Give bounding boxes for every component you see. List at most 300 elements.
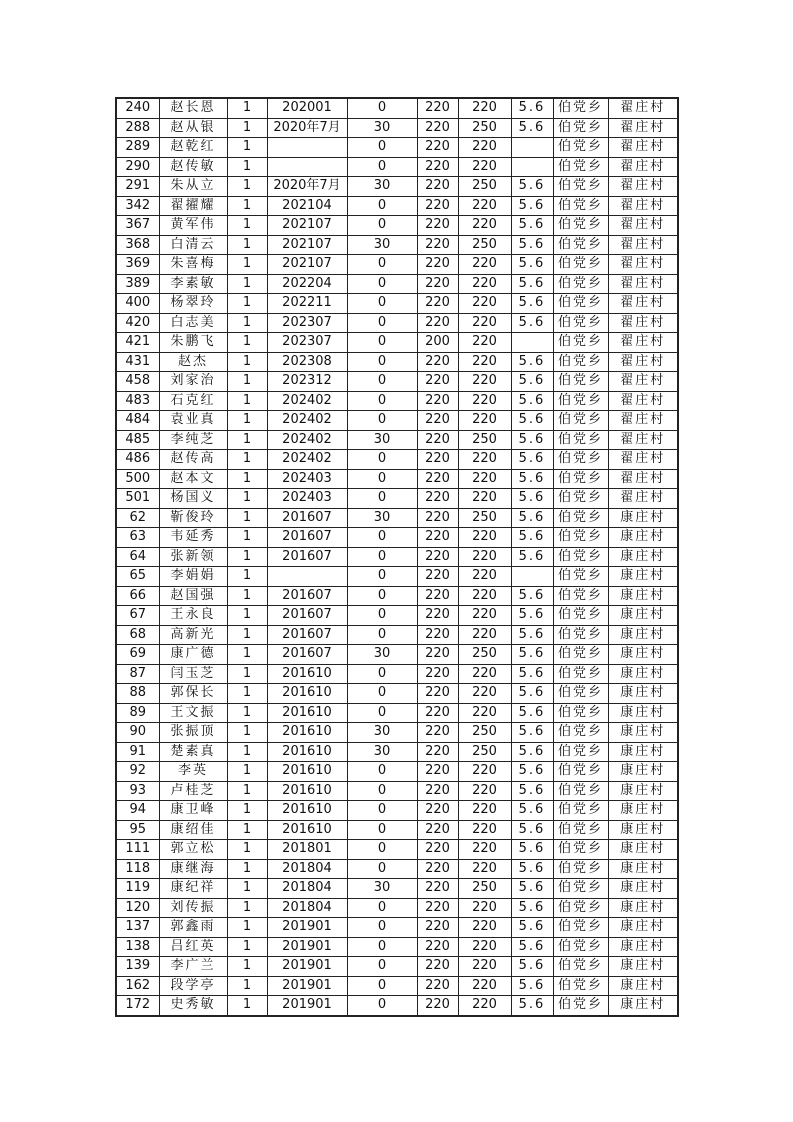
cell-total-amount: 220 [458,469,511,489]
cell-name: 赵长恩 [159,98,227,118]
cell-base-amount: 220 [417,586,458,606]
cell-count: 1 [227,996,267,1016]
cell-rate: 5.6 [511,996,553,1016]
cell-base-amount: 220 [417,645,458,665]
cell-village: 翟庄村 [608,352,678,372]
cell-extra-amount: 0 [347,586,417,606]
table-row [116,840,678,860]
cell-village: 康庄村 [608,859,678,879]
cell-name: 杨翠玲 [159,294,227,314]
cell-count: 1 [227,313,267,333]
cell-base-amount: 220 [417,898,458,918]
cell-date [267,567,347,587]
cell-town: 伯党乡 [553,98,608,118]
cell-name: 赵从银 [159,118,227,138]
cell-town: 伯党乡 [553,976,608,996]
table-row [116,177,678,197]
cell-date: 202307 [267,313,347,333]
cell-serial-number: 69 [116,645,159,665]
table-row [116,859,678,879]
cell-base-amount: 220 [417,762,458,782]
cell-date: 201607 [267,528,347,548]
cell-village: 康庄村 [608,762,678,782]
data-table [115,97,679,1017]
cell-base-amount: 220 [417,430,458,450]
cell-village: 翟庄村 [608,450,678,470]
cell-base-amount: 220 [417,684,458,704]
cell-base-amount: 220 [417,255,458,275]
cell-count: 1 [227,840,267,860]
cell-date: 202403 [267,489,347,509]
cell-name: 吕红英 [159,937,227,957]
cell-date: 202107 [267,235,347,255]
cell-town: 伯党乡 [553,762,608,782]
cell-total-amount: 220 [458,625,511,645]
cell-serial-number: 88 [116,684,159,704]
cell-serial-number: 486 [116,450,159,470]
cell-date: 202204 [267,274,347,294]
cell-count: 1 [227,157,267,177]
cell-total-amount: 220 [458,450,511,470]
cell-total-amount: 220 [458,528,511,548]
cell-count: 1 [227,937,267,957]
cell-name: 靳俊玲 [159,508,227,528]
cell-total-amount: 220 [458,859,511,879]
cell-serial-number: 66 [116,586,159,606]
cell-serial-number: 484 [116,411,159,431]
cell-village: 康庄村 [608,976,678,996]
cell-base-amount: 220 [417,918,458,938]
cell-count: 1 [227,547,267,567]
cell-extra-amount: 0 [347,567,417,587]
cell-name: 袁业真 [159,411,227,431]
table-row [116,684,678,704]
cell-date: 201901 [267,957,347,977]
table-row [116,391,678,411]
cell-name: 朱喜梅 [159,255,227,275]
table-row [116,313,678,333]
cell-rate: 5.6 [511,586,553,606]
cell-serial-number: 119 [116,879,159,899]
cell-rate: 5.6 [511,98,553,118]
cell-serial-number: 68 [116,625,159,645]
cell-date: 202107 [267,216,347,236]
cell-serial-number: 138 [116,937,159,957]
cell-serial-number: 87 [116,664,159,684]
table-row [116,138,678,158]
table-row [116,645,678,665]
cell-base-amount: 220 [417,469,458,489]
table-row [116,957,678,977]
cell-rate: 5.6 [511,957,553,977]
table-row [116,411,678,431]
cell-count: 1 [227,255,267,275]
cell-date: 202211 [267,294,347,314]
cell-count: 1 [227,801,267,821]
table-row [116,372,678,392]
cell-extra-amount: 0 [347,703,417,723]
table-row [116,430,678,450]
cell-rate: 5.6 [511,762,553,782]
cell-town: 伯党乡 [553,859,608,879]
cell-name: 朱从立 [159,177,227,197]
cell-base-amount: 220 [417,859,458,879]
cell-total-amount: 220 [458,98,511,118]
cell-base-amount: 220 [417,196,458,216]
cell-total-amount: 220 [458,918,511,938]
cell-village: 翟庄村 [608,469,678,489]
cell-extra-amount: 0 [347,372,417,392]
cell-extra-amount: 0 [347,313,417,333]
cell-date: 202402 [267,411,347,431]
cell-total-amount: 250 [458,723,511,743]
cell-total-amount: 220 [458,196,511,216]
cell-serial-number: 389 [116,274,159,294]
cell-serial-number: 485 [116,430,159,450]
cell-name: 赵本文 [159,469,227,489]
cell-count: 1 [227,664,267,684]
cell-total-amount: 220 [458,274,511,294]
cell-base-amount: 220 [417,274,458,294]
cell-base-amount: 220 [417,937,458,957]
cell-village: 翟庄村 [608,216,678,236]
cell-date: 201610 [267,664,347,684]
cell-serial-number: 290 [116,157,159,177]
table-row [116,703,678,723]
cell-rate: 5.6 [511,294,553,314]
cell-village: 康庄村 [608,937,678,957]
cell-serial-number: 500 [116,469,159,489]
cell-base-amount: 220 [417,567,458,587]
cell-village: 康庄村 [608,684,678,704]
cell-count: 1 [227,177,267,197]
cell-extra-amount: 0 [347,625,417,645]
cell-name: 赵国强 [159,586,227,606]
cell-extra-amount: 0 [347,450,417,470]
cell-base-amount: 220 [417,840,458,860]
cell-village: 康庄村 [608,645,678,665]
cell-extra-amount: 0 [347,216,417,236]
cell-count: 1 [227,216,267,236]
cell-extra-amount: 0 [347,937,417,957]
table-row [116,235,678,255]
cell-extra-amount: 0 [347,957,417,977]
cell-rate: 5.6 [511,372,553,392]
cell-count: 1 [227,820,267,840]
cell-village: 翟庄村 [608,274,678,294]
table-row [116,352,678,372]
cell-serial-number: 92 [116,762,159,782]
cell-name: 刘传振 [159,898,227,918]
table-row [116,625,678,645]
cell-rate: 5.6 [511,898,553,918]
cell-village: 翟庄村 [608,333,678,353]
cell-date: 201607 [267,547,347,567]
cell-village: 康庄村 [608,567,678,587]
cell-total-amount: 220 [458,313,511,333]
cell-name: 赵传敏 [159,157,227,177]
cell-base-amount: 220 [417,508,458,528]
cell-count: 1 [227,274,267,294]
cell-rate: 5.6 [511,840,553,860]
cell-serial-number: 111 [116,840,159,860]
cell-total-amount: 220 [458,567,511,587]
cell-rate: 5.6 [511,528,553,548]
cell-date: 202107 [267,255,347,275]
cell-date: 201804 [267,859,347,879]
cell-extra-amount: 30 [347,508,417,528]
cell-serial-number: 431 [116,352,159,372]
cell-rate: 5.6 [511,391,553,411]
cell-base-amount: 220 [417,352,458,372]
cell-base-amount: 220 [417,98,458,118]
cell-extra-amount: 0 [347,489,417,509]
cell-date: 201610 [267,703,347,723]
table-row [116,820,678,840]
cell-extra-amount: 30 [347,118,417,138]
cell-name: 李纯芝 [159,430,227,450]
cell-total-amount: 220 [458,352,511,372]
cell-total-amount: 220 [458,976,511,996]
cell-village: 翟庄村 [608,391,678,411]
cell-extra-amount: 0 [347,469,417,489]
cell-date: 201610 [267,684,347,704]
cell-village: 翟庄村 [608,98,678,118]
cell-town: 伯党乡 [553,157,608,177]
cell-total-amount: 220 [458,801,511,821]
cell-name: 韦延秀 [159,528,227,548]
cell-name: 白清云 [159,235,227,255]
cell-base-amount: 220 [417,294,458,314]
table-row [116,157,678,177]
table-row [116,586,678,606]
cell-serial-number: 120 [116,898,159,918]
cell-serial-number: 137 [116,918,159,938]
cell-town: 伯党乡 [553,450,608,470]
table-row [116,547,678,567]
cell-date: 201804 [267,898,347,918]
cell-town: 伯党乡 [553,547,608,567]
cell-name: 白志美 [159,313,227,333]
cell-name: 张新领 [159,547,227,567]
table-row [116,781,678,801]
cell-base-amount: 220 [417,723,458,743]
table-row [116,508,678,528]
cell-serial-number: 501 [116,489,159,509]
cell-serial-number: 139 [116,957,159,977]
cell-rate: 5.6 [511,801,553,821]
cell-rate: 5.6 [511,547,553,567]
cell-extra-amount: 0 [347,196,417,216]
cell-rate: 5.6 [511,489,553,509]
cell-count: 1 [227,333,267,353]
cell-village: 康庄村 [608,957,678,977]
table-row [116,196,678,216]
cell-town: 伯党乡 [553,625,608,645]
cell-name: 段学亭 [159,976,227,996]
cell-town: 伯党乡 [553,996,608,1016]
cell-base-amount: 220 [417,820,458,840]
cell-count: 1 [227,508,267,528]
cell-extra-amount: 0 [347,274,417,294]
cell-rate: 5.6 [511,703,553,723]
table-row [116,606,678,626]
cell-rate: 5.6 [511,274,553,294]
cell-rate: 5.6 [511,177,553,197]
cell-town: 伯党乡 [553,567,608,587]
cell-extra-amount: 0 [347,781,417,801]
cell-serial-number: 342 [116,196,159,216]
cell-count: 1 [227,372,267,392]
cell-rate: 5.6 [511,469,553,489]
cell-base-amount: 220 [417,781,458,801]
cell-total-amount: 220 [458,703,511,723]
cell-village: 康庄村 [608,723,678,743]
cell-town: 伯党乡 [553,840,608,860]
cell-total-amount: 220 [458,781,511,801]
cell-date: 201801 [267,840,347,860]
cell-village: 翟庄村 [608,196,678,216]
cell-village: 康庄村 [608,625,678,645]
cell-total-amount: 250 [458,118,511,138]
cell-village: 翟庄村 [608,138,678,158]
cell-extra-amount: 0 [347,352,417,372]
cell-serial-number: 400 [116,294,159,314]
cell-base-amount: 220 [417,157,458,177]
table-row [116,489,678,509]
cell-rate: 5.6 [511,937,553,957]
cell-rate [511,567,553,587]
cell-name: 李英 [159,762,227,782]
cell-village: 翟庄村 [608,294,678,314]
cell-village: 翟庄村 [608,118,678,138]
cell-name: 康纪祥 [159,879,227,899]
cell-rate: 5.6 [511,742,553,762]
cell-town: 伯党乡 [553,391,608,411]
cell-total-amount: 220 [458,489,511,509]
cell-town: 伯党乡 [553,820,608,840]
cell-date: 201901 [267,918,347,938]
cell-date: 201901 [267,937,347,957]
cell-name: 康继海 [159,859,227,879]
cell-extra-amount: 0 [347,294,417,314]
cell-count: 1 [227,742,267,762]
cell-extra-amount: 0 [347,898,417,918]
table-row [116,723,678,743]
cell-count: 1 [227,684,267,704]
cell-extra-amount: 0 [347,255,417,275]
cell-name: 赵传高 [159,450,227,470]
cell-village: 翟庄村 [608,430,678,450]
cell-town: 伯党乡 [553,703,608,723]
cell-village: 康庄村 [608,508,678,528]
cell-date: 2020年7月 [267,177,347,197]
cell-count: 1 [227,391,267,411]
cell-village: 康庄村 [608,781,678,801]
cell-village: 康庄村 [608,606,678,626]
cell-serial-number: 91 [116,742,159,762]
cell-extra-amount: 0 [347,98,417,118]
cell-extra-amount: 0 [347,157,417,177]
cell-serial-number: 420 [116,313,159,333]
table-row [116,976,678,996]
cell-rate: 5.6 [511,313,553,333]
cell-base-amount: 220 [417,450,458,470]
cell-serial-number: 369 [116,255,159,275]
cell-town: 伯党乡 [553,313,608,333]
cell-base-amount: 220 [417,606,458,626]
cell-count: 1 [227,645,267,665]
cell-date: 201610 [267,820,347,840]
cell-town: 伯党乡 [553,235,608,255]
cell-town: 伯党乡 [553,294,608,314]
cell-village: 康庄村 [608,996,678,1016]
cell-count: 1 [227,352,267,372]
cell-town: 伯党乡 [553,196,608,216]
cell-town: 伯党乡 [553,586,608,606]
cell-extra-amount: 0 [347,333,417,353]
cell-town: 伯党乡 [553,957,608,977]
cell-extra-amount: 0 [347,840,417,860]
cell-village: 康庄村 [608,879,678,899]
cell-name: 黄军伟 [159,216,227,236]
cell-rate: 5.6 [511,255,553,275]
cell-total-amount: 250 [458,430,511,450]
cell-date: 201610 [267,723,347,743]
cell-count: 1 [227,723,267,743]
table-row [116,742,678,762]
cell-name: 翟擢耀 [159,196,227,216]
cell-serial-number: 94 [116,801,159,821]
cell-town: 伯党乡 [553,898,608,918]
cell-rate: 5.6 [511,976,553,996]
cell-count: 1 [227,879,267,899]
cell-date: 201610 [267,801,347,821]
cell-total-amount: 220 [458,937,511,957]
cell-extra-amount: 30 [347,742,417,762]
cell-serial-number: 63 [116,528,159,548]
cell-total-amount: 220 [458,840,511,860]
cell-rate: 5.6 [511,450,553,470]
cell-town: 伯党乡 [553,645,608,665]
cell-town: 伯党乡 [553,430,608,450]
cell-name: 赵杰 [159,352,227,372]
cell-name: 闫玉芝 [159,664,227,684]
cell-date: 201610 [267,762,347,782]
cell-base-amount: 220 [417,391,458,411]
cell-serial-number: 90 [116,723,159,743]
cell-extra-amount: 0 [347,684,417,704]
cell-date: 201610 [267,742,347,762]
cell-rate [511,333,553,353]
cell-count: 1 [227,489,267,509]
cell-extra-amount: 0 [347,528,417,548]
table-row [116,762,678,782]
cell-name: 楚素真 [159,742,227,762]
cell-village: 康庄村 [608,801,678,821]
cell-village: 翟庄村 [608,372,678,392]
cell-town: 伯党乡 [553,469,608,489]
cell-count: 1 [227,469,267,489]
cell-town: 伯党乡 [553,918,608,938]
cell-total-amount: 250 [458,645,511,665]
table-row [116,98,678,118]
cell-rate: 5.6 [511,859,553,879]
cell-town: 伯党乡 [553,352,608,372]
table-row [116,918,678,938]
cell-village: 康庄村 [608,742,678,762]
table-row [116,801,678,821]
